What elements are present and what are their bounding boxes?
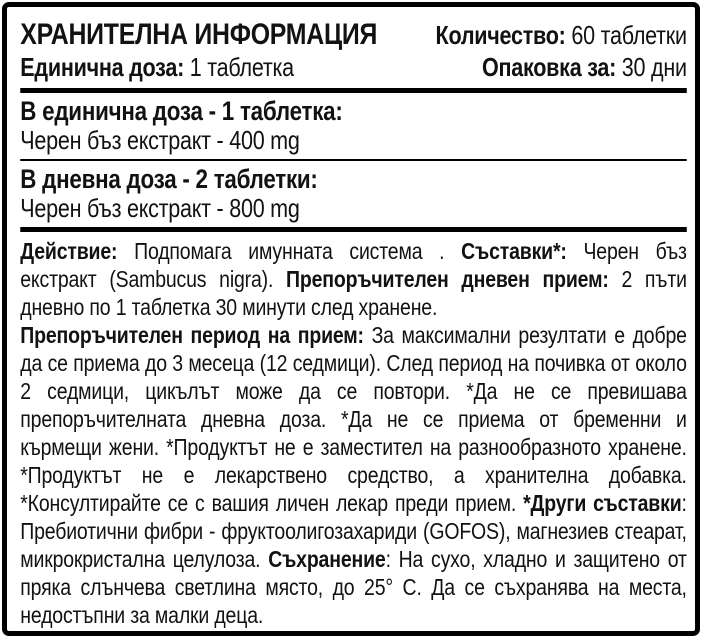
quantity-label: Количество:: [435, 20, 566, 50]
ingredients-text: Черен бъз екстракт (Sambucus nigra).: [20, 238, 687, 292]
details-paragraph-2: [20, 321, 687, 629]
storage-heading: Съхранение: [268, 546, 386, 572]
label-title: ХРАНИТЕЛНА ИНФОРМАЦИЯ: [20, 18, 378, 51]
single-dose-ingredient: Черен бъз екстракт - 400 mg: [20, 125, 300, 155]
details-section: [20, 232, 687, 629]
quantity-value: 60 таблетки: [565, 20, 687, 50]
details-paragraph-1: [20, 237, 687, 321]
header-row-2: [20, 53, 687, 81]
package-for-value: 30 дни: [616, 52, 687, 82]
intake-period-text: За максимални резултати е добре да се приема до 3 месеца (12 седмици). След период на почивка от около 2 седмици, цикълът може да се повтори. *Да не се превишава препоръчителната дневна доза. *Да не се приема от бременни и кърмещи жени. *Продуктът не е заместител на разнообразното хранене. *Продуктът не е лекарствено средство, а хранителна добавка. *Консултирайте се с вашия личен лекар преди прием.: [20, 322, 687, 516]
single-dose-label: Единична доза:: [20, 52, 185, 82]
nutrition-label: [2, 2, 700, 636]
storage-text: : На сухо, хладно и защитено от пряка слънчева светлина място, до 25° C. Да се съхранява на места, недостъпни за малки деца.: [20, 546, 687, 628]
package-for: [482, 53, 687, 81]
quantity: [436, 17, 687, 53]
other-ingredients-text: : Пребиотични фибри - фруктоолигозахариди (GOFOS), магнезиев стеарат, микрокристална целулоза.: [20, 490, 687, 572]
label-content: [7, 7, 695, 629]
package-for-label: Опаковка за:: [481, 52, 617, 82]
ingredients-heading: Съставки*:: [461, 238, 567, 264]
single-dose-value: 1 таблетка: [184, 52, 294, 82]
single-dose-heading: В единична доза - 1 таблетка:: [20, 96, 343, 126]
daily-dose-ingredient: Черен бъз екстракт - 800 mg: [20, 193, 300, 223]
label-header: [20, 7, 687, 81]
other-ingredients-heading: *Други съставки: [523, 490, 682, 516]
intake-period-heading: Препоръчителен период на прием:: [20, 322, 364, 348]
action-text: Подпомага имунната система .: [117, 238, 462, 264]
single-dose: [20, 53, 294, 81]
daily-dose-heading: В дневна доза - 2 таблетки:: [20, 164, 318, 194]
daily-intake-text: 2 пъти дневно по 1 таблетка 30 минути след хранене.: [20, 266, 687, 320]
action-heading: Действие:: [20, 238, 118, 264]
header-row-1: [20, 17, 687, 53]
daily-dose-section: [20, 161, 687, 227]
single-dose-section: [20, 93, 687, 159]
daily-intake-heading: Препоръчителен дневен прием:: [286, 266, 609, 292]
